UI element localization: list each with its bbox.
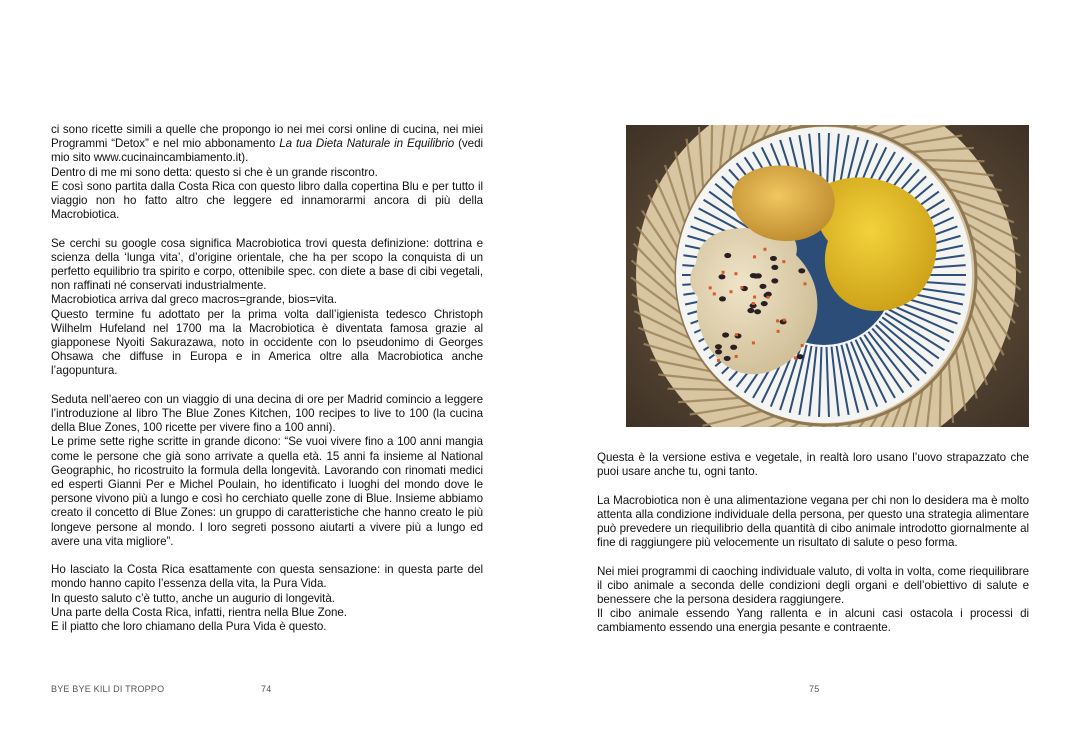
right-page [540, 0, 1080, 742]
paragraph: E così sono partita dalla Costa Rica con questo libro dalla copertina Blu e per tutto il viaggio non ho fatto altro che leggere ed innamorarmi ancora di più della Macrobiotica. [51, 179, 483, 222]
paragraph: Se cerchi su google cosa significa Macrobiotica trovi questa definizione: dottrina e scienza della ‘lunga vita’, d’origine orientale, che ha per scopo la conquista di un perfetto equilibrio tra spirito e corpo, ottenibile spec. con diete a base di cibi vegetali, non raffinati né conservati industrialmente. [51, 236, 483, 293]
paragraph: Seduta nell’aereo con un viaggio di una decina di ore per Madrid comincio a leggere l’introduzione al libro The Blue Zones Kitchen, 100 recipes to live to 100 (la cucina della Blue Zones, 100 ricette per vivere fino a 100 anni). [51, 392, 483, 435]
left-body-text [51, 123, 483, 634]
food-photo [626, 125, 1029, 427]
right-body-text [597, 451, 1029, 636]
page-number: 74 [261, 684, 272, 694]
paragraph: Le prime sette righe scritte in grande dicono: “Se vuoi vivere fino a 100 anni mangia come le persone che già sono arrivate a quella età. 15 anni fa insieme al National Geographic, ho ricostruito la formula della longevità. Lavorando con rinomati medici ed esperti Gianni Per e Michel Poulain, ho identificato i luoghi del mondo dove le persone vivono più a lungo e così ho cerchiato quelle zone di Blue. Insieme abbiamo creato il concetto di Blue Zones: un gruppo di caratteristiche che hanno creato le più longeve persone al mondo. I loro segreti possono aiutarti a vivere più a lungo ed avere una vita migliore”. [51, 435, 483, 548]
paragraph: Questa è la versione estiva e vegetale, in realtà loro usano l’uovo strapazzato che puoi usare anche tu, ogni tanto. [597, 451, 1029, 479]
paragraph: Una parte della Costa Rica, infatti, rientra nella Blue Zone. [51, 605, 347, 619]
paragraph: Nei miei programmi di caoching individuale valuto, di volta in volta, come riequilibrare il cibo animale a seconda delle condizioni degli organi e dell’obiettivo di salute e benessere che la persona desidera raggiungere. [597, 564, 1029, 606]
paragraph: In questo saluto c’è tutto, anche un augurio di longevità. [51, 591, 335, 605]
plate-illustration [626, 125, 1029, 427]
page-number: 75 [809, 684, 820, 694]
paragraph: Il cibo animale essendo Yang rallenta e in alcuni casi ostacola i processi di cambiamento essendo una energia pesante e contraente. [597, 607, 1029, 635]
paragraph: Questo termine fu adottato per la prima volta dall’igienista tedesco Christoph Wilhelm Hufeland nel 1700 ma la Macrobiotica è diventata famosa grazie al giapponese Nyoiti Sakurazawa, noto in occidente con lo pseudonimo di Georges Ohsawa che diffuse in Europa e in America oltre alla Macrobiotica anche l’agopuntura. [51, 307, 483, 378]
paragraph: E il piatto che loro chiamano della Pura Vida è questo. [51, 620, 327, 634]
running-head: BYE BYE KILI DI TROPPO [51, 684, 165, 694]
italic-title: La tua Dieta Naturale in Equilibrio [279, 137, 455, 151]
paragraph: ci sono ricette simili a quelle che propongo io nei mei corsi online di cucina, nei miei Programmi “Detox” e nel mio abbonamento La tua Dieta Naturale in Equilibrio (vedi mio sito www.cucinaincambiamento.it). [51, 123, 483, 165]
paragraph: Macrobiotica arriva dal greco macros=grande, bios=vita. [51, 293, 337, 307]
paragraph: Ho lasciato la Costa Rica esattamente con questa sensazione: in questa parte del mondo hanno capito l’essenza della vita, la Pura Vida. [51, 563, 483, 591]
paragraph: La Macrobiotica non è una alimentazione vegana per chi non lo desidera ma è molto attenta alla condizione individuale della persona, per questo una strategia alimentare può prevedere un riequilibrio della quantità di cibo animale introdotto giornalmente al fine di raggiungere più velocemente un risultato di salute o peso forma. [597, 493, 1029, 550]
paragraph: Dentro di me mi sono detta: questo si che è un grande riscontro. [51, 165, 378, 179]
